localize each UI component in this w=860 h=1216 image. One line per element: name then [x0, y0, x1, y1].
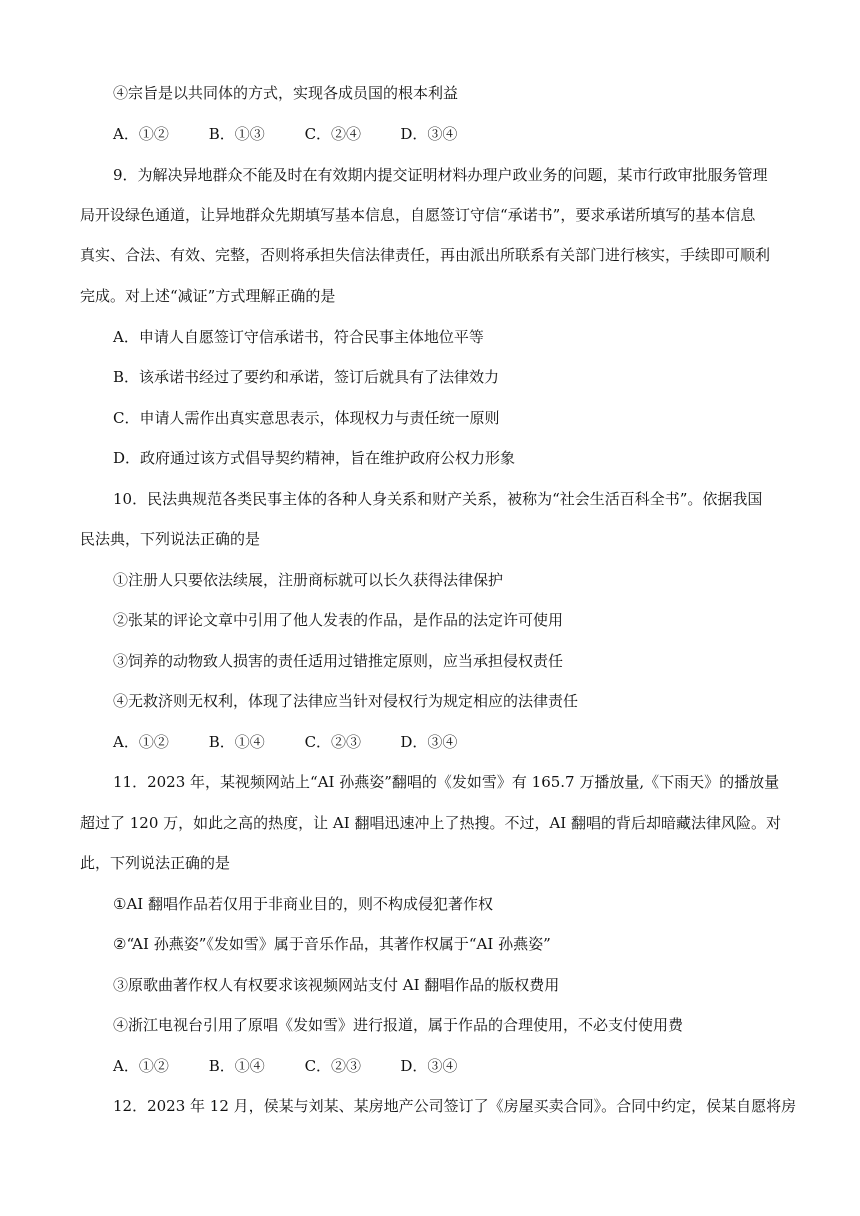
q9-option-a: A．申请人自愿签订守信承诺书，符合民事主体地位平等	[113, 328, 484, 346]
q10-item-2: ②张某的评论文章中引用了他人发表的作品，是作品的法定许可使用	[113, 611, 564, 629]
q12-stem-line-1: 12．2023 年 12 月，侯某与刘某、某房地产公司签订了《房屋买卖合同》。合同中约定，侯某自愿将房	[113, 1097, 797, 1115]
q11-option-b: B．①④	[208, 1057, 265, 1075]
q11-options	[113, 1055, 457, 1077]
q11-stem-line-3: 此，下列说法正确的是	[80, 854, 231, 872]
q8-options	[113, 123, 457, 145]
q11-item-2: ②“AI 孙燕姿”《发如雪》属于音乐作品，其著作权属于“AI 孙燕姿”	[113, 935, 551, 953]
q11-stem-line-1: 11．2023 年，某视频网站上“AI 孙燕姿”翻唱的《发如雪》有 165.7 万播放量,《下雨天》的播放量	[113, 773, 780, 791]
q10-option-d: D．③④	[400, 733, 458, 751]
q10-options	[113, 731, 457, 753]
q10-stem-line-2: 民法典，下列说法正确的是	[80, 530, 261, 548]
q9-option-d: D．政府通过该方式倡导契约精神，旨在维护政府公权力形象	[113, 449, 516, 467]
q8-option-a: A．①②	[113, 125, 169, 143]
q11-option-d: D．③④	[400, 1057, 458, 1075]
q10-option-b: B．①④	[208, 733, 265, 751]
q8-item-4: ④宗旨是以共同体的方式，实现各成员国的根本利益	[113, 84, 459, 102]
q8-option-b: B．①③	[208, 125, 265, 143]
q10-item-3: ③饲养的动物致人损害的责任适用过错推定原则，应当承担侵权责任	[113, 652, 564, 670]
q11-item-1: ①AI 翻唱作品若仅用于非商业目的，则不构成侵犯著作权	[113, 895, 493, 913]
q10-option-a: A．①②	[113, 733, 169, 751]
q10-option-c: C．②③	[304, 733, 362, 751]
q9-stem-line-3: 真实、合法、有效、完整，否则将承担失信法律责任，再由派出所联系有关部门进行核实，手续即可顺利	[80, 246, 771, 264]
q10-item-1: ①注册人只要依法续展，注册商标就可以长久获得法律保护	[113, 571, 504, 589]
q9-stem-line-1: 9．为解决异地群众不能及时在有效期内提交证明材料办理户政业务的问题，某市行政审批服务管理	[113, 166, 768, 184]
q9-stem-line-2: 局开设绿色通道，让异地群众先期填写基本信息，自愿签订守信“承诺书”，要求承诺所填写的基本信息	[80, 206, 756, 224]
q11-stem-line-2: 超过了 120 万，如此之高的热度，让 AI 翻唱迅速冲上了热搜。不过，AI 翻唱的背后却暗藏法律风险。对	[80, 814, 781, 832]
q11-option-c: C．②③	[304, 1057, 362, 1075]
q9-option-b: B．该承诺书经过了要约和承诺，签订后就具有了法律效力	[113, 368, 500, 386]
q10-item-4: ④无救济则无权利，体现了法律应当针对侵权行为规定相应的法律责任	[113, 692, 579, 710]
q11-item-4: ④浙江电视台引用了原唱《发如雪》进行报道，属于作品的合理使用，不必支付使用费	[113, 1016, 684, 1034]
q10-stem-line-1: 10．民法典规范各类民事主体的各种人身关系和财产关系，被称为“社会生活百科全书”。依据我国	[113, 490, 763, 508]
q9-option-c: C．申请人需作出真实意思表示，体现权力与责任统一原则	[113, 409, 500, 427]
q11-option-a: A．①②	[113, 1057, 169, 1075]
q11-item-3: ③原歌曲著作权人有权要求该视频网站支付 AI 翻唱作品的版权费用	[113, 976, 560, 994]
q8-option-c: C．②④	[304, 125, 362, 143]
q8-option-d: D．③④	[400, 125, 458, 143]
q9-stem-line-4: 完成。对上述“减证”方式理解正确的是	[80, 287, 336, 305]
